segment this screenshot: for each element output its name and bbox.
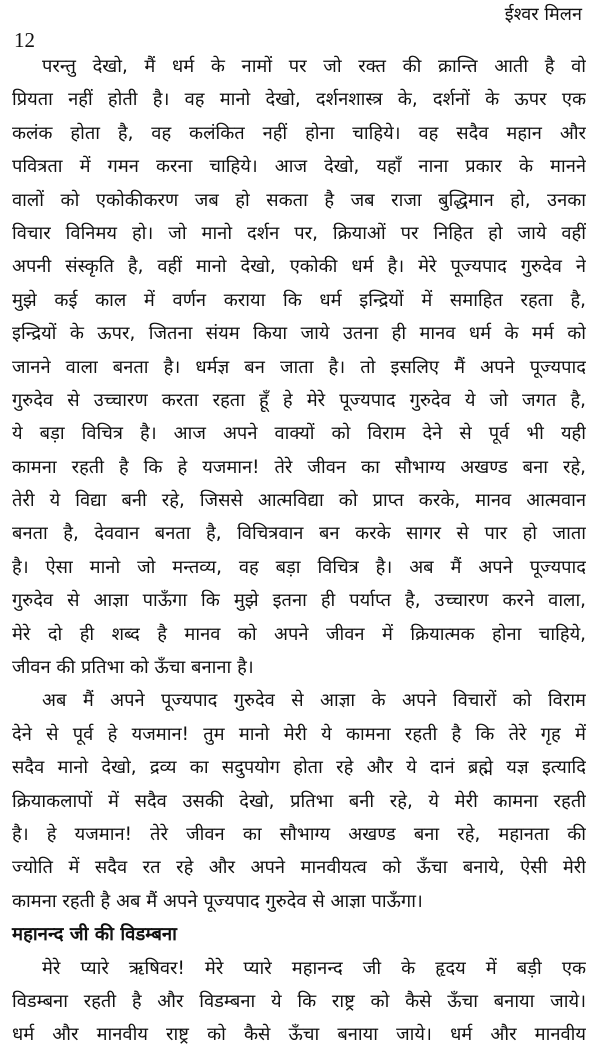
text-line: कामना रहती है अब मैं अपने पूज्यपाद गुरुदेव से आज्ञा पाऊँगा। — [12, 890, 423, 912]
text-line: अपनी संस्कृति है, वहीं मानो देखो, एकोकी धर्म है। मेरे पूज्यपाद गुरुदेव ने — [12, 256, 586, 278]
text-line: ये बड़ा विचित्र है। आज अपने वाक्यों को विराम देने से पूर्व भी यही — [12, 423, 586, 445]
page-body — [12, 50, 586, 1052]
text-line: धर्म और मानवीय राष्ट्र को कैसे ऊँचा बनाया जाये। धर्म और मानवीय — [12, 1024, 586, 1046]
text-line: है। ऐसा मानो जो मन्तव्य, वह बड़ा विचित्र है। अब मैं अपने पूज्यपाद — [12, 556, 586, 578]
text-line: ज्योति में सदैव रत रहे और अपने मानवीयत्व को ऊँचा बनाये, ऐसी मेरी — [12, 857, 586, 879]
page-header — [12, 0, 586, 50]
text-line: इन्द्रियों के ऊपर, जितना संयम किया जाये उतना ही मानव धर्म के मर्म को — [12, 323, 586, 345]
text-line: क्रियाकलापों में सदैव उसकी देखो, प्रतिभा बनी रहे, ये मेरी कामना रहती — [12, 790, 586, 812]
text-line: कलंक होता है, वह कलंकित नहीं होना चाहिये। वह सदैव महान और — [12, 122, 586, 144]
text-line: जीवन की प्रतिभा को ऊँचा बनाना है। — [12, 657, 254, 679]
section-heading: महानन्द जी की विडम्बना — [12, 924, 177, 946]
text-line: विचार विनिमय हो। जो मानो दर्शन पर, क्रियाओं पर निहित हो जाये वहीं — [12, 222, 586, 244]
text-line: वालों को एकोकीकरण जब हो सकता है जब राजा बुद्धिमान हो, उनका — [12, 189, 586, 211]
text-line: मेरे दो ही शब्द है मानव को अपने जीवन में क्रियात्मक होना चाहिये, — [12, 623, 586, 645]
paragraph-3 — [12, 952, 586, 1052]
paragraph-2 — [12, 684, 586, 918]
paragraph-1 — [12, 50, 586, 684]
text-line: पवित्रता में गमन करना चाहिये। आज देखो, यहाँ नाना प्रकार के मानने — [12, 156, 586, 178]
text-line: प्रियता नहीं होती है। वह मानो देखो, दर्शनशास्त्र के, दर्शनों के ऊपर एक — [12, 89, 586, 111]
text-line: कामना रहती है कि हे यजमान! तेरे जीवन का सौभाग्य अखण्ड बना रहे, — [12, 456, 586, 478]
page-number: 12 — [14, 28, 35, 52]
text-line: बनता है, देववान बनता है, विचित्रवान बन करके सागर से पार हो जाता — [12, 523, 586, 545]
text-line: मुझे कई काल में वर्णन कराया कि धर्म इन्द्रियों में समाहित रहता है, — [12, 289, 586, 311]
text-line: अब मैं अपने पूज्यपाद गुरुदेव से आज्ञा के अपने विचारों को विराम — [42, 690, 586, 712]
text-line: तेरी ये विद्या बनी रहे, जिससे आत्मविद्या को प्राप्त करके, मानव आत्मवान — [12, 490, 586, 512]
text-line: विडम्बना रहती है और विडम्बना ये कि राष्ट्र को कैसे ऊँचा बनाया जाये। — [12, 990, 586, 1012]
text-line: परन्तु देखो, मैं धर्म के नामों पर जो रक्त की क्रान्ति आती है वो — [42, 56, 586, 77]
text-line: जानने वाला बनता है। धर्मज्ञ बन जाता है। तो इसलिए मैं अपने पूज्यपाद — [12, 356, 586, 378]
text-line: गुरुदेव से उच्चारण करता रहता हूँ हे मेरे पूज्यपाद गुरुदेव ये जो जगत है, — [12, 389, 586, 411]
text-line: है। हे यजमान! तेरे जीवन का सौभाग्य अखण्ड बना रहे, महानता की — [12, 823, 586, 845]
running-title: ईश्वर मिलन — [504, 4, 582, 25]
text-line: सदैव मानो देखो, द्रव्य का सदुपयोग होता रहे और ये दानं ब्रह्मे यज्ञ इत्यादि — [12, 757, 586, 779]
text-line: मेरे प्यारे ऋषिवर! मेरे प्यारे महानन्द जी के हृदय में बड़ी एक — [42, 957, 586, 979]
text-line: गुरुदेव से आज्ञा पाऊँगा कि मुझे इतना ही पर्याप्त है, उच्चारण करने वाला, — [12, 590, 586, 612]
text-line: देने से पूर्व हे यजमान! तुम मानो मेरी ये कामना रहती है कि तेरे गृह में — [12, 723, 586, 745]
